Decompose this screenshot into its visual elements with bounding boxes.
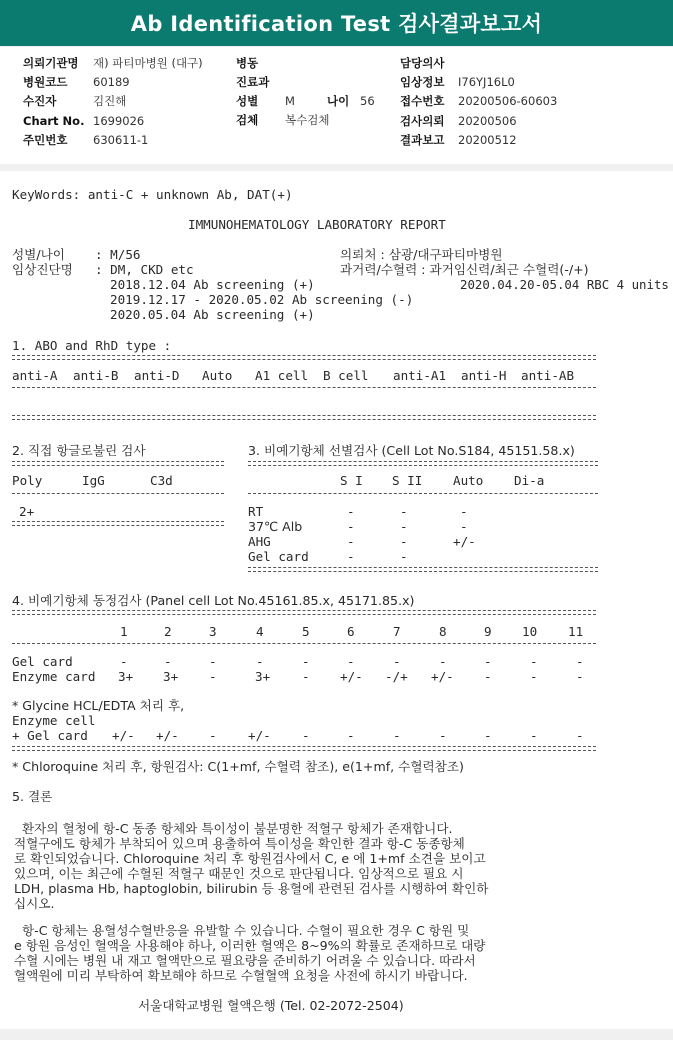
- report-subtitle: IMMUNOHEMATOLOGY LABORATORY REPORT: [188, 217, 446, 232]
- glycine-note: * Glycine HCL/EDTA 처리 후,: [12, 698, 185, 713]
- abo-col-anti-ab: anti-AB: [521, 368, 575, 383]
- screen-col-s2: S II: [392, 473, 423, 488]
- history-3: 2020.05.04 Ab screening (+): [110, 307, 315, 322]
- screen-cell: -: [347, 504, 355, 519]
- divider: [248, 493, 598, 494]
- panel-cell: -: [530, 669, 538, 684]
- panel-col: 7: [393, 624, 401, 639]
- sex-label: 성별: [236, 94, 259, 108]
- panel-cell: -: [484, 728, 492, 743]
- chloroquine-note: * Chloroquine 처리 후, 항원검사: C(1+mf, 수혈력 참조), e(1+mf, 수혈력참조): [12, 759, 464, 774]
- divider: [248, 461, 598, 466]
- panel-cell: -: [484, 669, 492, 684]
- panel-cell: -: [209, 669, 217, 684]
- sex-value: M: [285, 94, 295, 108]
- screen-row-label: 37℃ Alb: [248, 519, 303, 534]
- panel-cell: -: [164, 654, 172, 669]
- screen-cell: +/-: [453, 534, 476, 549]
- panel-col: 10: [522, 624, 538, 639]
- panel-col: 11: [568, 624, 584, 639]
- hospital-code-label: 병원코드: [23, 75, 68, 89]
- screen-cell: -: [347, 549, 355, 564]
- conclusion-line: 항-C 항체는 용혈성수혈반응을 유발할 수 있습니다. 수혈이 필요한 경우 C 항원 및: [14, 923, 470, 938]
- specimen-label: 검체: [236, 113, 259, 127]
- diagnosis-value: : DM, CKD etc: [95, 262, 194, 277]
- panel-cell: +/-: [156, 728, 179, 743]
- clinical-label: 임상정보: [400, 75, 445, 89]
- panel-cell: +/-: [431, 669, 454, 684]
- divider: [12, 610, 596, 615]
- panel-cell: +/-: [340, 669, 363, 684]
- patient-info-panel: [0, 47, 673, 164]
- panel-cell: -: [209, 728, 217, 743]
- panel-col: 5: [302, 624, 310, 639]
- dat-value-poly: 2+: [19, 504, 35, 519]
- clinical-value: I76YJ16L0: [458, 75, 515, 89]
- panel-cell: -: [439, 728, 447, 743]
- report-header: [0, 0, 673, 46]
- abo-col-b-cell: B cell: [323, 368, 369, 383]
- divider: [12, 461, 224, 466]
- report-title: Ab Identification Test 검사결과보고서: [130, 12, 543, 36]
- screen-row-label: Gel card: [248, 549, 309, 564]
- panel-row-label: Gel card: [12, 654, 73, 669]
- dat-col-poly: Poly: [12, 473, 43, 488]
- history-1: 2018.12.04 Ab screening (+): [110, 277, 315, 292]
- screen-col-s1: S I: [340, 473, 363, 488]
- referral: 의뢰처 : 삼광/대구파티마병원: [340, 247, 503, 262]
- panel-cell: +/-: [112, 728, 135, 743]
- sex-age-label: 성별/나이: [12, 247, 65, 262]
- conclusion-line: 로 확인되었습니다. Chloroquine 처리 후 항원검사에서 C, e 에 1+mf 소견을 보이고: [14, 851, 486, 866]
- divider: [248, 567, 598, 572]
- specimen-value: 복수검체: [285, 113, 330, 127]
- panel-cell: -: [393, 654, 401, 669]
- ward-label: 병동: [236, 56, 259, 70]
- dat-col-c3d: C3d: [150, 473, 173, 488]
- abo-col-auto: Auto: [202, 368, 233, 383]
- abo-col-anti-a1: anti-A1: [393, 368, 447, 383]
- panel-cell: 3+: [118, 669, 134, 684]
- panel-cell: -: [256, 654, 264, 669]
- divider: [12, 521, 224, 526]
- screen-cell: -: [460, 504, 468, 519]
- abo-col-anti-d: anti-D: [134, 368, 180, 383]
- history-2: 2019.12.17 - 2020.05.02 Ab screening (-): [110, 292, 414, 307]
- panel-cell: -: [302, 654, 310, 669]
- panel-cell: 3+: [255, 669, 271, 684]
- divider: [12, 746, 596, 751]
- dat-col-igg: IgG: [82, 473, 105, 488]
- panel-cell: -: [439, 654, 447, 669]
- hospital-code-value: 60189: [93, 75, 130, 89]
- panel-cell: -: [530, 654, 538, 669]
- panel-col: 6: [347, 624, 355, 639]
- keywords: KeyWords: anti-C + unknown Ab, DAT(+): [12, 187, 293, 202]
- receipt-label: 접수번호: [400, 94, 445, 108]
- doctor-label: 담당의사: [400, 56, 445, 70]
- patient-label: 수진자: [23, 94, 57, 108]
- panel-row-label: + Gel card: [12, 728, 88, 743]
- age-label: 나이: [327, 94, 350, 108]
- lab-footer: 서울대학교병원 혈액은행 (Tel. 02-2072-2504): [138, 998, 404, 1013]
- panel-cell: +/-: [248, 728, 271, 743]
- section-5-title: 5. 결론: [12, 789, 53, 804]
- divider: [12, 643, 596, 644]
- sex-age-value: : M/56: [95, 247, 141, 262]
- patient-value: 김진해: [93, 94, 127, 108]
- screen-cell: -: [400, 504, 408, 519]
- conclusion-line: 십시오.: [14, 896, 55, 911]
- screen-cell: -: [347, 519, 355, 534]
- panel-col: 3: [209, 624, 217, 639]
- panel-cell: -: [120, 654, 128, 669]
- divider: [12, 355, 596, 360]
- panel-cell: -: [347, 728, 355, 743]
- divider: [12, 415, 596, 420]
- conclusion-line: 환자의 혈청에 항-C 동종 항체와 특이성이 불분명한 적혈구 항체가 존재합니다.: [14, 821, 453, 836]
- abo-col-anti-a: anti-A: [12, 368, 58, 383]
- panel-col: 2: [164, 624, 172, 639]
- section-4-title: 4. 비예기항체 동정검사 (Panel cell Lot No.45161.85.x, 45171.85.x): [12, 593, 415, 608]
- panel-cell: -/+: [385, 669, 408, 684]
- screen-row-label: AHG: [248, 534, 271, 549]
- diagnosis-label: 임상진단명: [12, 262, 73, 277]
- screen-cell: -: [460, 519, 468, 534]
- panel-col: 9: [484, 624, 492, 639]
- abo-col-anti-b: anti-B: [73, 368, 119, 383]
- panel-col: 1: [120, 624, 128, 639]
- panel-row-label: Enzyme card: [12, 669, 96, 684]
- conclusion-line: e 항원 음성인 혈액을 사용해야 하나, 이러한 혈액은 8~9%의 확률로 존재하므로 대량: [14, 938, 486, 953]
- conclusion-line: 수혈 시에는 병원 내 재고 혈액만으로 필요량을 준비하기 어려울 수 있습니다. 따라서: [14, 953, 476, 968]
- panel-cell: -: [576, 654, 584, 669]
- result-label: 결과보고: [400, 133, 445, 147]
- request-label: 검사의뢰: [400, 114, 445, 128]
- panel-cell: -: [209, 654, 217, 669]
- rrn-value: 630611-1: [93, 133, 149, 147]
- conclusion-line: 적혈구에도 항체가 부착되어 있으며 용출하여 특이성을 확인한 결과 항-C 동종항체: [14, 836, 465, 851]
- abo-col-a1-cell: A1 cell: [255, 368, 309, 383]
- screen-row-label: RT: [248, 504, 264, 519]
- chart-value: 1699026: [93, 114, 145, 128]
- rrn-label: 주민번호: [23, 133, 68, 147]
- request-value: 20200506: [458, 114, 517, 128]
- conclusion-line: 혈액원에 미리 부탁하여 확보해야 하므로 수혈혈액 요청을 사전에 하시기 바랍니다.: [14, 968, 468, 983]
- panel-cell: -: [484, 654, 492, 669]
- panel-cell: -: [530, 728, 538, 743]
- glycine-enzyme-cell: Enzyme cell: [12, 713, 96, 728]
- panel-col: 8: [439, 624, 447, 639]
- panel-cell: -: [393, 728, 401, 743]
- divider: [12, 493, 224, 494]
- result-value: 20200512: [458, 133, 517, 147]
- panel-col: 4: [256, 624, 264, 639]
- panel-cell: -: [576, 669, 584, 684]
- panel-cell: -: [302, 728, 310, 743]
- institution-label: 의뢰기관명: [23, 56, 79, 70]
- screen-cell: -: [400, 519, 408, 534]
- history-label: 과거력/수혈력 : 과거임신력/최근 수혈력(-/+): [340, 262, 589, 277]
- screen-col-auto: Auto: [453, 473, 484, 488]
- conclusion-line: LDH, plasma Hb, haptoglobin, bilirubin 등 용혈에 관련된 검사를 시행하여 확인하: [14, 881, 489, 896]
- abo-col-anti-h: anti-H: [461, 368, 507, 383]
- dept-label: 진료과: [236, 75, 270, 89]
- section-1-title: 1. ABO and RhD type :: [12, 338, 172, 353]
- screen-cell: -: [400, 534, 408, 549]
- section-2-title: 2. 직접 항글로불린 검사: [12, 443, 146, 458]
- conclusion-line: 있으며, 이는 최근에 수혈된 적혈구 때문인 것으로 판단됩니다. 임상적으로 필요 시: [14, 866, 464, 881]
- screen-col-dia: Di-a: [514, 473, 545, 488]
- panel-cell: 3+: [163, 669, 179, 684]
- lab-report-body: [0, 171, 673, 1029]
- receipt-value: 20200506-60603: [458, 94, 558, 108]
- panel-cell: -: [302, 669, 310, 684]
- institution-value: 재) 파티마병원 (대구): [93, 56, 203, 70]
- screen-cell: -: [400, 549, 408, 564]
- screen-cell: -: [347, 534, 355, 549]
- transfusion: 2020.04.20-05.04 RBC 4 units: [460, 277, 669, 292]
- section-3-title: 3. 비예기항체 선별검사 (Cell Lot No.S184, 45151.58.x): [248, 443, 575, 458]
- chart-label: Chart No.: [23, 114, 85, 128]
- panel-cell: -: [576, 728, 584, 743]
- divider: [12, 387, 596, 388]
- panel-cell: -: [347, 654, 355, 669]
- age-value: 56: [360, 94, 375, 108]
